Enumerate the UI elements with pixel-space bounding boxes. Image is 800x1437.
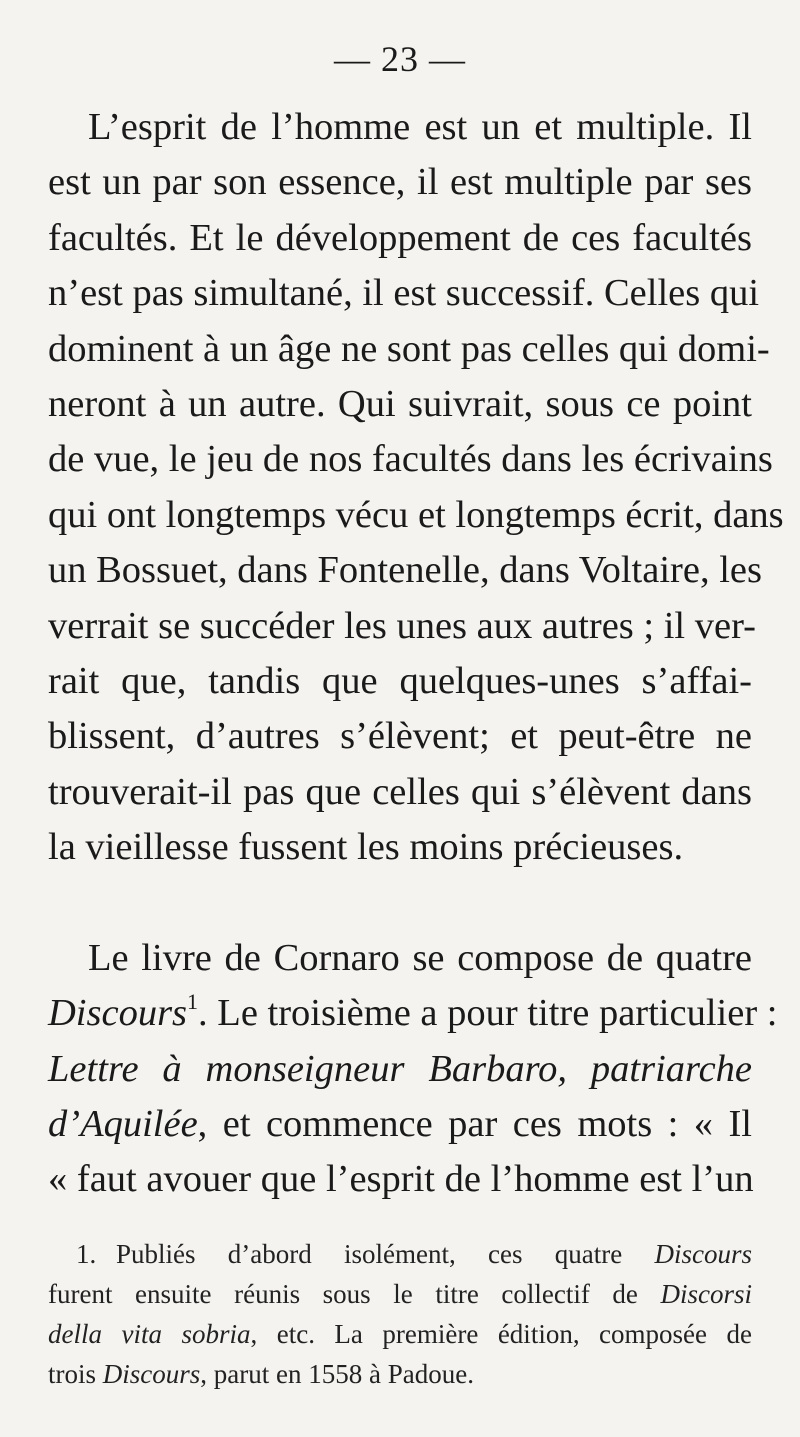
italic-place: d’Aquilée [48, 1102, 198, 1145]
footnote-number: 1. [76, 1239, 97, 1269]
text-line: trouverait-il pas que celles qui s’élèvent dans [48, 770, 752, 813]
text-run: trois [48, 1359, 103, 1389]
italic-title: Lettre à monseigneur Barbaro, patriarche [48, 1047, 752, 1090]
italic-discours: Discours [48, 992, 188, 1035]
text-line: est un par son essence, il est multiple par ses [48, 161, 752, 204]
text-line [48, 986, 778, 1041]
footnote-line [48, 1354, 752, 1394]
text-line: verrait se succéder les unes aux autres ; il ver- [48, 604, 756, 647]
main-text [48, 100, 784, 1208]
text-line: « faut avouer que l’esprit de l’homme est l’un [48, 1158, 754, 1201]
footnote-line [48, 1274, 752, 1314]
text-line: un Bossuet, dans Fontenelle, dans Voltaire, les [48, 549, 762, 592]
text-line [48, 1042, 752, 1097]
text-line: L’esprit de l’homme est un et multiple. Il [88, 106, 752, 148]
paragraph-1 [48, 100, 784, 876]
text-run: , etc. La première édition, composée de [250, 1319, 752, 1349]
italic-run: Discorsi [660, 1279, 752, 1309]
text-line: la vieillesse fussent les moins précieuses. [48, 826, 684, 869]
text-line: de vue, le jeu de nos facultés dans les écrivains [48, 438, 773, 481]
footnote [48, 1234, 752, 1394]
paragraph-2 [48, 931, 778, 1208]
footnote-line [48, 1314, 752, 1354]
footnote-reference: 1 [187, 989, 199, 1015]
footnote-line [48, 1234, 752, 1274]
page-number: — 23 — [334, 39, 466, 79]
text-line: qui ont longtemps vécu et longtemps écrit, dans [48, 493, 784, 536]
text-line [48, 1097, 752, 1152]
text-run: furent ensuite réunis sous le titre collectif de [48, 1279, 661, 1309]
text-line: dominent à un âge ne sont pas celles qui domi- [48, 327, 770, 370]
italic-run: della vita sobria [48, 1319, 251, 1349]
text-run: Publiés d’abord isolément, ces quatre [116, 1239, 655, 1269]
italic-run: Discours [102, 1359, 201, 1389]
text-line: facultés. Et le développement de ces facultés [48, 216, 752, 259]
text-run: , parut en 1558 à Padoue. [200, 1359, 474, 1389]
text-line: rait que, tandis que quelques-unes s’affai- [48, 660, 752, 703]
text-line: n’est pas simultané, il est successif. Celles qui [48, 272, 760, 315]
text-line: blissent, d’autres s’élèvent; et peut-être ne [48, 715, 752, 758]
text-line: neront à un autre. Qui suivrait, sous ce point [48, 383, 752, 426]
italic-run: Discours [654, 1239, 752, 1269]
text-run: . Le troisième a pour titre particulier : [198, 992, 778, 1035]
text-line: Le livre de Cornaro se compose de quatre [88, 936, 752, 979]
text-run: , et commence par ces mots : « Il [197, 1102, 752, 1145]
